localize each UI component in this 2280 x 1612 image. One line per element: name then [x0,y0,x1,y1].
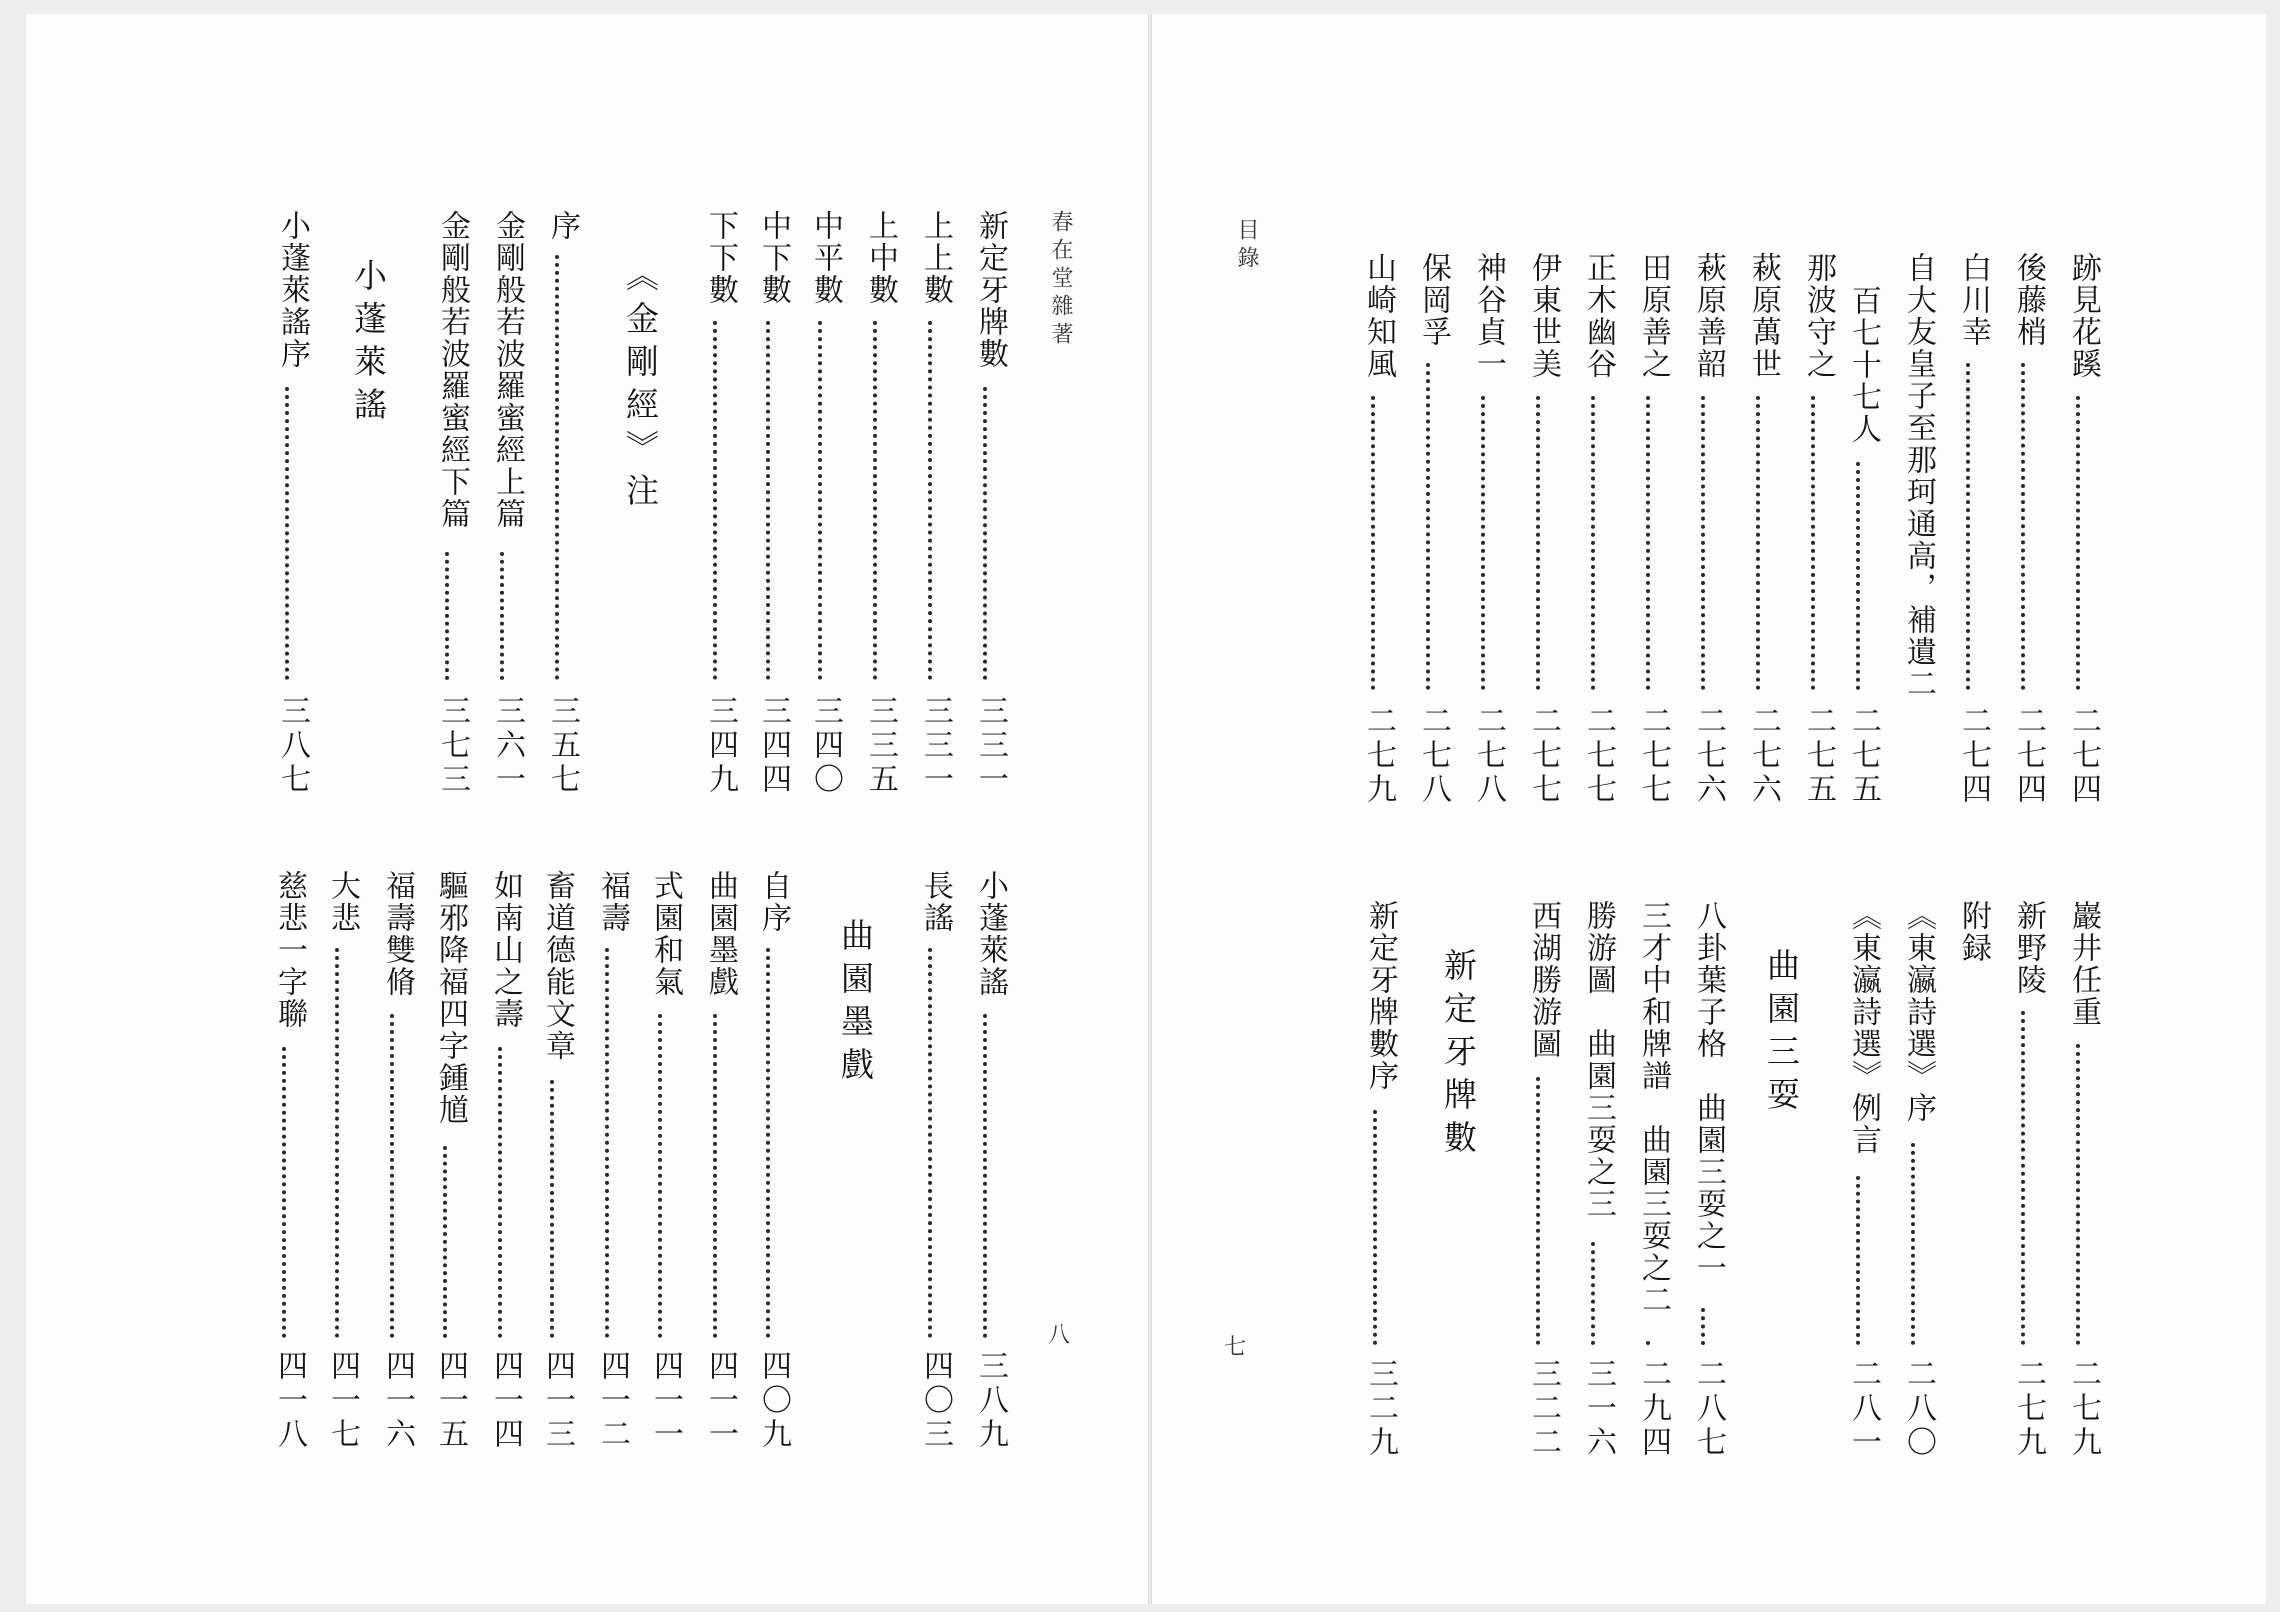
leader-dots [1756,396,1760,690]
page-number: 二七七 [1636,705,1671,807]
entry-title: 伊東世美 [1526,252,1561,380]
left-page-number: 八 [1048,1323,1071,1348]
entry-title: 式園和氣 [648,870,683,998]
page-number: 二七九 [1361,705,1396,807]
page-number: 三三一 [973,695,1008,797]
leader-dots [1856,462,1860,690]
page-number: 四一一 [648,1350,683,1452]
entry-title: 小蓬萊謠 [973,870,1008,998]
leader-dots [766,321,770,680]
leader-dots [1591,1242,1595,1345]
entry-title: 三才中和牌譜 曲園三耍之二 [1636,900,1671,1316]
page-number: 三四九 [703,695,738,797]
section-title: 曲園三耍 [1762,948,1801,1120]
leader-dots [1911,1143,1915,1345]
page-number: 四一八 [272,1350,307,1452]
leader-dots [2021,363,2025,690]
entry-title: 跡見花蹊 [2066,252,2101,380]
page-number: 二七五 [1801,705,1836,807]
entry-title: 《東瀛詩選》例言 [1846,900,1881,1156]
page-number: 四一七 [325,1350,360,1452]
entry-title: 後藤梢 [2011,252,2046,348]
page-number: 二七九 [2011,1358,2046,1460]
entry-title: 中平數 [808,210,843,306]
leader-dots [2021,1011,2025,1345]
leader-dots [555,255,559,680]
section-title: 新定牙牌數 [1439,948,1478,1163]
entry-title: 如南山之壽 [488,870,523,1030]
entry-title: 長謠 [918,870,953,934]
leader-dots [445,552,449,680]
page-number: 二七六 [1746,705,1781,807]
leader-dots [873,321,877,680]
page-number: 四一三 [540,1350,575,1452]
entry-title: 金剛般若波羅蜜經下篇 [435,210,470,530]
leader-dots [2076,396,2080,690]
section-title: 《金剛經》注 [621,258,660,516]
leader-dots [1481,396,1485,690]
leader-dots [2076,1044,2080,1345]
leader-dots [1701,396,1705,690]
leader-dots [1646,396,1650,690]
entry-title: 萩原萬世 [1746,252,1781,380]
leader-dots [1536,396,1540,690]
leader-dots [282,1047,286,1338]
entry-title: 巖井任重 [2066,900,2101,1028]
entry-title: 保岡孚 [1416,252,1451,348]
leader-dots [605,948,609,1338]
entry-title: 附録 [1956,900,1991,964]
leader-dots [443,1146,447,1338]
section-title: 曲園墨戲 [836,918,875,1090]
leader-dots [983,387,987,680]
leader-dots [335,948,339,1338]
entry-title: 《東瀛詩選》序 [1901,900,1936,1124]
page-number: 二七四 [2011,705,2046,807]
entry-title: 山崎知風 [1361,252,1396,380]
entry-title: 神谷貞一 [1471,252,1506,380]
right-running-head: 目錄 [1234,218,1259,274]
leader-dots [1591,396,1595,690]
page-number: 三八九 [973,1350,1008,1452]
entry-title: 驅邪降福四字鍾馗 [433,870,468,1126]
page-number: 二八〇 [1901,1358,1936,1460]
page-number: 三三五 [863,695,898,797]
leader-dots [713,321,717,680]
leader-dots [928,321,932,680]
leader-dots [390,1014,394,1338]
entry-title: 曲園墨戲 [703,870,738,998]
leader-dots [498,1047,502,1338]
entry-title: 序 [545,210,580,242]
page-number: 三八七 [275,695,310,797]
leader-dots [1373,1110,1377,1345]
entry-title: 八卦葉子格 曲園三耍之一 [1691,900,1726,1284]
page-number: 三四四 [756,695,791,797]
left-running-head: 春在堂雜著 [1048,210,1073,350]
page-number: 三一六 [1581,1358,1616,1460]
entry-title: 自大友皇子至那珂通高，補遺二 [1901,252,1936,700]
entry-title: 西湖勝游圖 [1526,900,1561,1060]
page-number: 二八七 [1691,1358,1726,1460]
leader-dots [766,948,770,1338]
entry-title: 勝游圖 曲園三耍之三 [1581,900,1616,1220]
leader-dots [1701,1308,1705,1345]
page-number: 三五七 [545,695,580,797]
entry-title: 新野陵 [2011,900,2046,996]
page-number: 二七四 [1956,705,1991,807]
entry-title: 正木幽谷 [1581,252,1616,380]
book-gutter [1148,14,1152,1604]
entry-title: 上上數 [918,210,953,306]
leader-dots [285,387,289,680]
entry-title: 慈悲一字聯 [272,870,307,1030]
entry-title: 那波守之 [1801,252,1836,380]
page-number: 三二九 [1363,1358,1398,1460]
page-number: 三七三 [435,695,470,797]
page-number: 四一五 [433,1350,468,1452]
page-number: 四一二 [595,1350,630,1452]
leader-dots [1646,1341,1650,1345]
leader-dots [1966,363,1970,690]
leader-dots [1536,1077,1540,1345]
page-number: 三六一 [490,695,525,797]
page-number: 二七七 [1526,705,1561,807]
page-number: 三二二 [1526,1358,1561,1460]
entry-title-continuation: 百七十七人 [1846,285,1881,445]
leader-dots [1371,396,1375,690]
entry-title: 萩原善韶 [1691,252,1726,380]
right-page-number: 七 [1224,1335,1247,1360]
leader-dots [550,1080,554,1338]
page-number: 二七四 [2066,705,2101,807]
page-number: 二七八 [1471,705,1506,807]
leader-dots [1856,1176,1860,1345]
page-number: 四〇三 [918,1350,953,1452]
leader-dots [658,1014,662,1338]
page-number: 二七六 [1691,705,1726,807]
entry-title: 中下數 [756,210,791,306]
page-number: 二九四 [1636,1358,1671,1460]
entry-title: 大悲 [325,870,360,934]
entry-title: 福壽雙脩 [380,870,415,998]
leader-dots [928,948,932,1338]
page-number: 二七九 [2066,1358,2101,1460]
entry-title: 福壽 [595,870,630,934]
entry-title: 新定牙牌數序 [1363,900,1398,1092]
page-number: 二七八 [1416,705,1451,807]
leader-dots [1811,396,1815,690]
leader-dots [500,552,504,680]
entry-title: 白川幸 [1956,252,1991,348]
page-number: 二八一 [1846,1358,1881,1460]
entry-title: 田原善之 [1636,252,1671,380]
entry-title: 下下數 [703,210,738,306]
entry-title: 畜道德能文章 [540,870,575,1062]
page-number: 四〇九 [756,1350,791,1452]
entry-title: 金剛般若波羅蜜經上篇 [490,210,525,530]
page-number: 四一一 [703,1350,738,1452]
entry-title: 新定牙牌數 [973,210,1008,370]
page-number: 三四〇 [808,695,843,797]
page-number: 二七五 [1846,705,1881,807]
entry-title: 上中數 [863,210,898,306]
entry-title: 自序 [756,870,791,934]
page-number: 四一四 [488,1350,523,1452]
leader-dots [713,1014,717,1338]
page-number: 二七七 [1581,705,1616,807]
leader-dots [983,1014,987,1338]
page-number: 三三一 [918,695,953,797]
leader-dots [1426,363,1430,690]
entry-title: 小蓬萊謠序 [275,210,310,370]
leader-dots [818,321,822,680]
section-title: 小蓬萊謠 [349,258,388,430]
page-number: 四一六 [380,1350,415,1452]
